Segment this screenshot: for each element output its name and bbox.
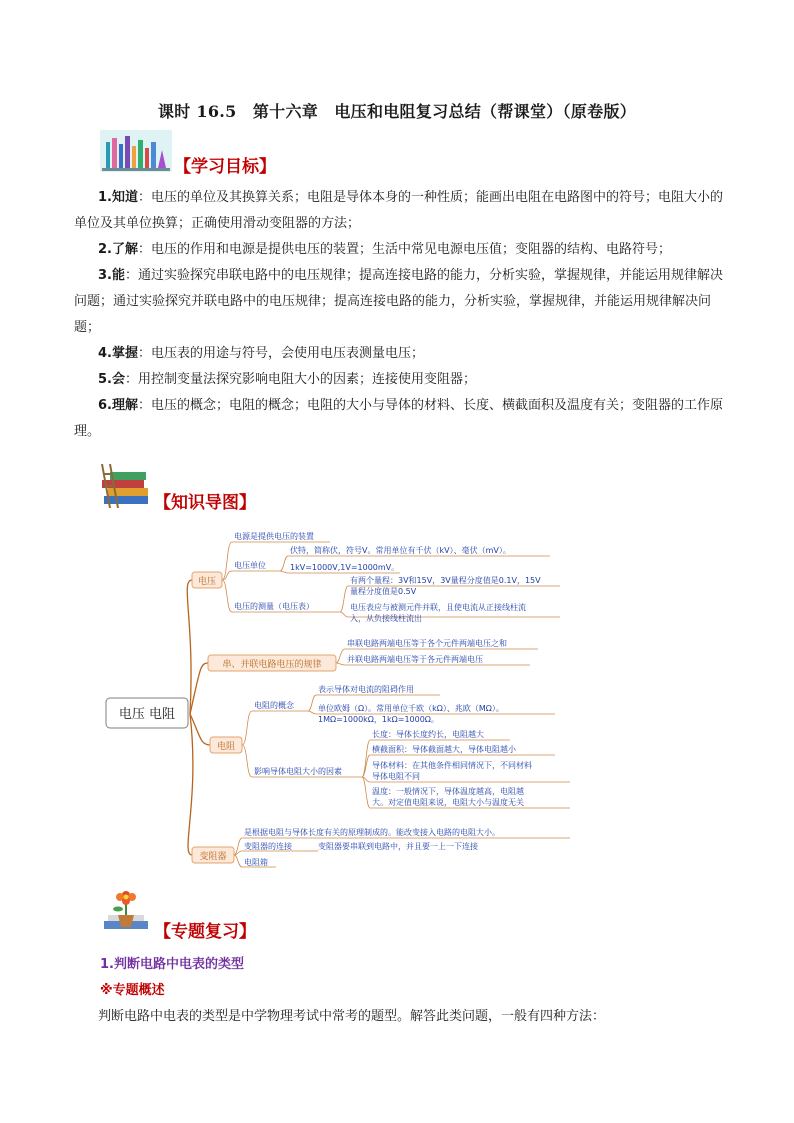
mm-leaf: 电阻的概念 xyxy=(254,701,294,710)
branch-line xyxy=(190,663,208,714)
goal-text: ：电压的作用和电源是提供电压的装置；生活中常见电源电压值；变阻器的结构、电路符号； xyxy=(137,242,671,257)
mm-leaf: 横截面积：导体截面越大，导体电阻越小 xyxy=(372,745,516,754)
mm-leaf: 电阻箱 xyxy=(244,858,268,867)
goal-text: ：电压的概念；电阻的概念；电阻的大小与导体的材料、长度、横截面积及温度有关；变阻器的工作原理。 xyxy=(74,398,723,439)
section-title-goals: 【学习目标】 xyxy=(174,157,276,177)
page-title: 课时 16.5 第十六章 电压和电阻复习总结（帮课堂）（原卷版） xyxy=(157,102,637,121)
branch-line xyxy=(222,571,280,580)
mm-leaf: 电压的测量（电压表） xyxy=(234,602,314,611)
goal-label: 5.会 xyxy=(98,372,125,387)
resistance-node: 电阻 xyxy=(216,742,236,752)
mm-leaf: 1MΩ=1000kΩ，1kΩ=1000Ω。 xyxy=(318,715,439,724)
goal-label: 2.了解 xyxy=(98,242,138,257)
goal-label: 4.掌握 xyxy=(98,346,138,361)
law-node: 串、并联电路电压的规律 xyxy=(222,660,322,670)
section-title-mindmap: 【知识导图】 xyxy=(154,493,256,513)
branch-line xyxy=(187,580,192,714)
knowledge-mindmap xyxy=(100,520,580,875)
goal-text: ：通过实验探究串联电路中的电压规律；提高连接电路的能力，分析实验，掌握规律，并能运用规律解决问题；通过实验探究并联电路中的电压规律；提高连接电路的能力，分析实验，掌握规律，并能运用规律解决问题； xyxy=(74,268,723,335)
section-header-mindmap xyxy=(100,462,300,513)
mm-leaf: 电压表应与被测元件并联，且使电流从正接线柱流 xyxy=(350,603,526,612)
mm-leaf: 影响导体电阻大小的因素 xyxy=(254,767,342,776)
goal-text: ：电压表的用途与符号，会使用电压表测量电压； xyxy=(137,346,424,361)
topic-heading: 1.判断电路中电表的类型 xyxy=(100,957,244,972)
branch-line xyxy=(188,714,193,855)
mm-leaf: 变阻器的连接 xyxy=(244,842,292,851)
goal-text: ：用控制变量法探究影响电阻大小的因素；连接使用变阻器； xyxy=(124,372,476,387)
mm-leaf: 入，从负接线柱流出 xyxy=(350,614,422,623)
mm-leaf: 变阻器要串联到电路中，并且要一上一下连接 xyxy=(318,842,478,851)
mm-leaf: 并联电路两端电压等于各元件两端电压 xyxy=(347,655,483,664)
mm-leaf: 大。对定值电阻来说，电阻大小与温度无关 xyxy=(372,798,524,807)
mm-leaf: 电压单位 xyxy=(234,561,266,570)
mm-leaf: 是根据电阻与导体长度有关的原理制成的。能改变接入电路的电阻大小。 xyxy=(244,828,500,837)
branch-line xyxy=(190,714,210,745)
goal-text: ：电压的单位及其换算关系；电阻是导体本身的一种性质；能画出电阻在电路图中的符号；电阻大小的单位及其单位换算；正确使用滑动变阻器的方法； xyxy=(74,190,723,231)
goal-item xyxy=(74,341,724,367)
branch-line xyxy=(242,711,308,745)
root-node: 电压 电阻 xyxy=(118,707,176,722)
goal-item xyxy=(74,263,724,341)
goal-item xyxy=(74,185,724,237)
mm-leaf: 单位欧姆（Ω）。常用单位千欧（kΩ）、兆欧（MΩ）。 xyxy=(318,704,504,713)
goals-list xyxy=(74,185,724,445)
goal-label: 3.能 xyxy=(98,268,125,283)
mm-leaf: 量程分度值是0.5V xyxy=(350,587,417,596)
mm-leaf: 伏特，简称伏，符号V。常用单位有千伏（kV）、毫伏（mV）。 xyxy=(290,546,511,555)
mm-leaf: 表示导体对电流的阻碍作用 xyxy=(318,685,414,694)
goal-label: 1.知道 xyxy=(98,190,138,205)
branch-line xyxy=(234,851,305,855)
mm-leaf: 电源是提供电压的装置 xyxy=(234,532,314,541)
mm-leaf: 温度：一般情况下，导体温度越高，电阻越 xyxy=(372,787,524,796)
stacked-books-icon xyxy=(100,462,152,510)
section-header-goals xyxy=(100,130,300,176)
mm-leaf: 有两个量程：3V和15V，3V量程分度值是0.1V，15V xyxy=(350,576,541,585)
voltage-node: 电压 xyxy=(197,577,217,587)
rheostat-node: 变阻器 xyxy=(199,852,227,862)
mm-leaf: 1kV=1000V,1V=1000mV。 xyxy=(290,563,400,572)
books-icon xyxy=(100,130,172,172)
section-title-review: 【专题复习】 xyxy=(154,922,256,942)
overview-text: 判断电路中电表的类型是中学物理考试中常考的题型。解答此类问题，一般有四种方法： xyxy=(98,1009,606,1024)
section-header-review xyxy=(100,885,300,942)
goal-item xyxy=(74,237,724,263)
goal-label: 6.理解 xyxy=(98,398,138,413)
mm-leaf: 长度：导体长度约长，电阻越大 xyxy=(372,730,484,739)
mm-leaf: 串联电路两端电压等于各个元件两端电压之和 xyxy=(347,639,507,648)
overview-heading: ※专题概述 xyxy=(100,983,165,998)
mm-leaf: 导体电阻不同 xyxy=(372,772,420,781)
goal-item xyxy=(74,367,724,393)
flower-pot-icon xyxy=(100,885,152,933)
goal-item xyxy=(74,393,724,445)
mm-leaf: 导体材料：在其他条件相同情况下，不同材料 xyxy=(372,761,532,770)
